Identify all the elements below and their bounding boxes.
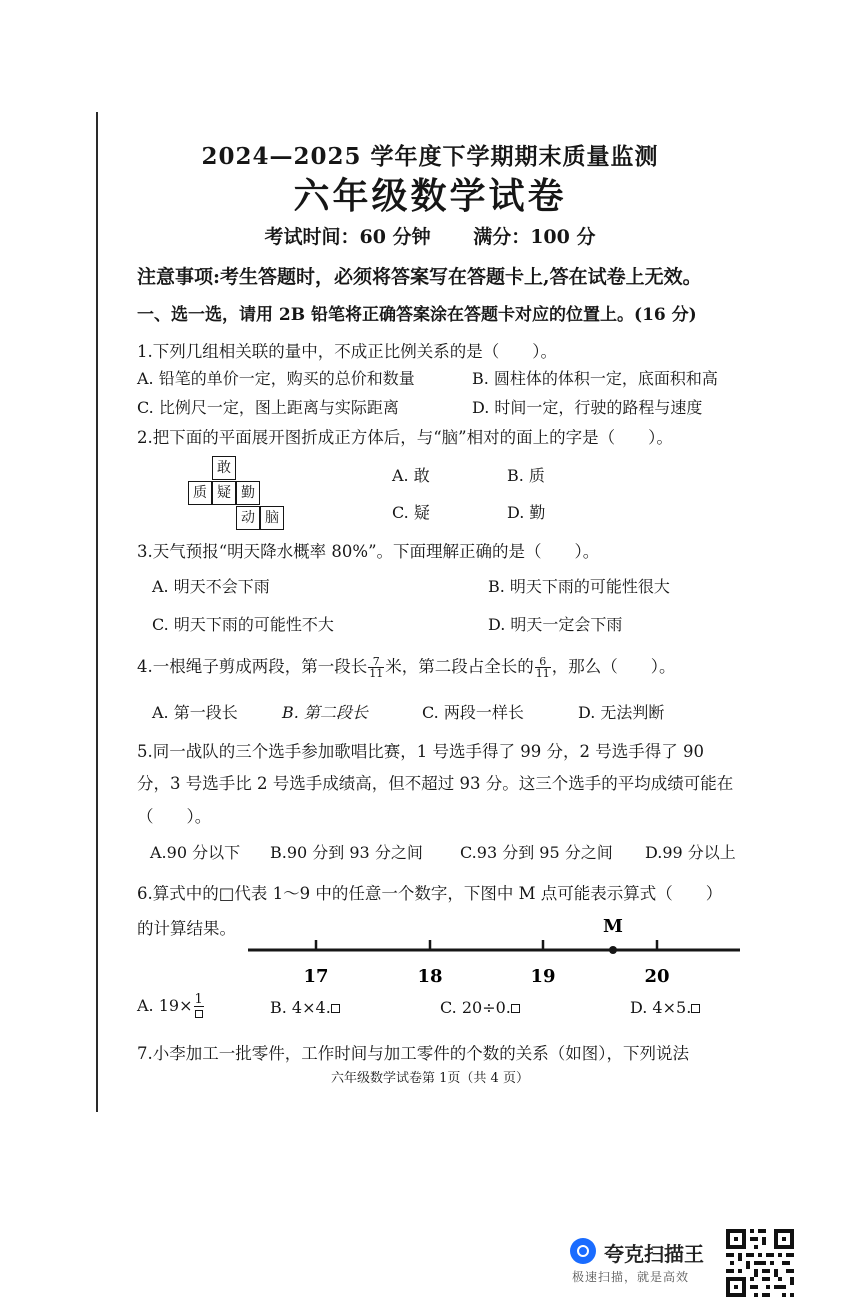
q1-option-d: D. 时间一定，行驶的路程与速度 — [472, 398, 703, 417]
q6-option-b-text: B. 4×4. — [270, 998, 331, 1017]
blank-box-icon — [195, 1010, 203, 1018]
q6-a-frac-num: 1 — [194, 992, 203, 1007]
q4-option-a: A. 第一段长 — [152, 703, 238, 722]
net-cell-dong: 动 — [236, 506, 260, 530]
q3-stem: 3.天气预报“明天降水概率 80%”。下面理解正确的是（ ）。 — [137, 542, 600, 561]
net-cell-zhi: 质 — [188, 481, 212, 505]
q1-option-b: B. 圆柱体的体积一定，底面积和高 — [472, 369, 718, 388]
q6-option-c-text: C. 20÷0. — [440, 998, 511, 1017]
q6-option-a — [137, 993, 205, 1020]
q1-option-a: A. 铅笔的单价一定，购买的总价和数量 — [137, 369, 415, 388]
q5-option-b: B.90 分到 93 分之间 — [270, 843, 423, 862]
q5-line2: 分，3 号选手比 2 号选手成绩高，但不超过 93 分。这三个选手的平均成绩可能在 — [137, 774, 734, 793]
q6-option-d — [630, 998, 700, 1017]
q4-option-d: D. 无法判断 — [578, 703, 665, 722]
q2-option-d: D. 勤 — [507, 503, 546, 522]
q4-frac2-num: 6 — [535, 656, 551, 668]
brand-name: 夸克扫描王 — [604, 1242, 704, 1266]
blank-box-icon — [511, 1004, 520, 1013]
tick-label-18: 18 — [417, 966, 443, 987]
q6-option-a-text: A. 19× — [137, 996, 193, 1015]
q3-option-b: B. 明天下雨的可能性很大 — [488, 577, 670, 596]
notice: 注意事项:考生答题时，必须将答案写在答题卡上,答在试卷上无效。 — [137, 266, 702, 288]
q6-line2: 的计算结果。 — [137, 919, 236, 938]
section1-heading: 一、选一选，请用 2B 铅笔将正确答案涂在答题卡对应的位置上。(16 分) — [137, 305, 697, 325]
tick-label-20: 20 — [644, 966, 670, 987]
q6-a-frac-den — [194, 1007, 204, 1020]
q6-option-a-fraction — [194, 993, 204, 1020]
exam-title-line1: 2024—2025 学年度下学期期末质量监测 — [201, 143, 659, 170]
point-m — [609, 946, 617, 954]
q3-option-c: C. 明天下雨的可能性不大 — [152, 615, 334, 634]
q1-stem: 1.下列几组相关联的量中，不成正比例关系的是（ ）。 — [137, 342, 557, 361]
q4-fraction-1 — [368, 656, 384, 679]
q4-stem-part1: 4.一根绳子剪成两段，第一段长 — [137, 657, 368, 676]
net-cell-yi: 疑 — [212, 481, 236, 505]
net-cell-qin: 勤 — [236, 481, 260, 505]
q4-stem — [137, 653, 676, 679]
q6-option-d-text: D. 4×5. — [630, 998, 692, 1017]
exam-info — [0, 222, 860, 249]
q2-option-c: C. 疑 — [392, 503, 430, 522]
q6-option-b — [270, 998, 340, 1017]
q1-option-c: C. 比例尺一定，图上距离与实际距离 — [137, 398, 399, 417]
exam-title-line2: 六年级数学试卷 — [293, 175, 567, 217]
q2-option-a: A. 敢 — [392, 466, 430, 485]
point-m-label: M — [603, 916, 623, 937]
qr-code-icon — [726, 1229, 794, 1297]
q5-line3: （ ）。 — [137, 807, 212, 826]
net-cell-nao: 脑 — [260, 506, 284, 530]
number-line — [240, 912, 750, 992]
q4-option-b: B. 第二段长 — [282, 703, 368, 722]
scanner-watermark — [570, 1238, 720, 1288]
q4-option-c: C. 两段一样长 — [422, 703, 524, 722]
q6-option-c — [440, 998, 520, 1017]
page-footer: 六年级数学试卷第 1页（共 4 页） — [331, 1071, 529, 1086]
q5-option-d: D.99 分以上 — [645, 843, 736, 862]
q4-frac2-den: 11 — [535, 667, 550, 680]
blank-box-icon — [691, 1004, 700, 1013]
binding-margin-line — [96, 112, 98, 1112]
q4-frac1-num: 7 — [368, 656, 384, 668]
q4-stem-part2: 米，第二段占全长的 — [385, 657, 534, 676]
net-cell-gan: 敢 — [212, 456, 236, 480]
q5-option-a: A.90 分以下 — [150, 843, 241, 862]
q4-frac1-den: 11 — [369, 667, 384, 680]
q3-option-d: D. 明天一定会下雨 — [488, 615, 623, 634]
tick-label-17: 17 — [303, 966, 329, 987]
q2-option-b: B. 质 — [507, 466, 545, 485]
q5-line1: 5.同一战队的三个选手参加歌唱比赛，1 号选手得了 99 分，2 号选手得了 90 — [137, 742, 704, 761]
q4-stem-part3: ，那么（ ）。 — [551, 657, 676, 676]
q3-option-a: A. 明天不会下雨 — [152, 577, 270, 596]
q4-fraction-2 — [535, 656, 551, 679]
q6-line1: 6.算式中的□代表 1～9 中的任意一个数字，下图中 M 点可能表示算式（ ） — [137, 884, 723, 903]
full-score: 满分：100 分 — [473, 226, 596, 248]
q2-stem: 2.把下面的平面展开图折成正方体后，与“脑”相对的面上的字是（ ）。 — [137, 428, 673, 447]
tick-label-19: 19 — [530, 966, 556, 987]
q7-stem: 7.小李加工一批零件，工作时间与加工零件的个数的关系（如图），下列说法 — [137, 1044, 689, 1063]
blank-box-icon — [331, 1004, 340, 1013]
brand-slogan: 极速扫描，就是高效 — [572, 1270, 690, 1284]
quark-logo-icon — [570, 1238, 596, 1264]
exam-time: 考试时间：60 分钟 — [264, 226, 431, 248]
q5-option-c: C.93 分到 95 分之间 — [460, 843, 613, 862]
